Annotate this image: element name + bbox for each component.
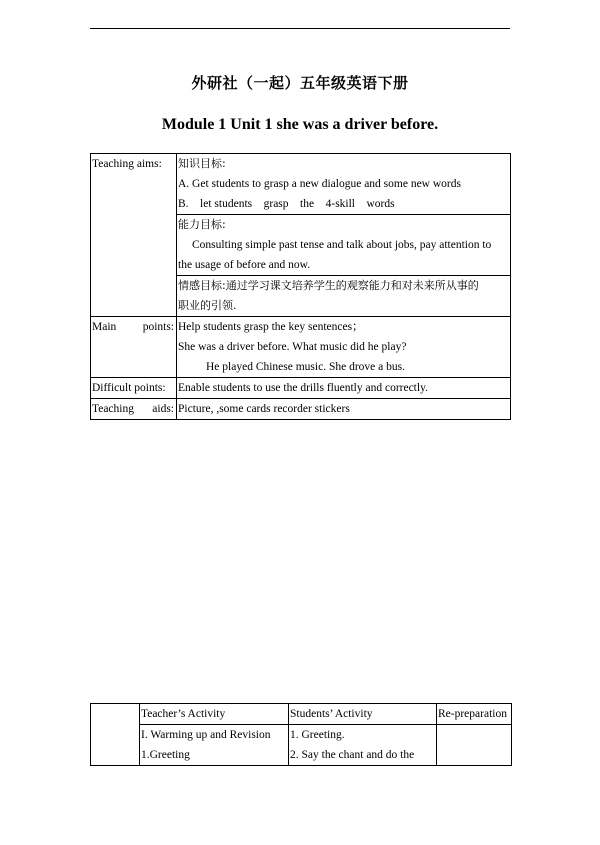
lesson-subtitle: Module 1 Unit 1 she was a driver before. (161, 116, 439, 133)
main-points-line-3: He played Chinese music. She drove a bus. (206, 361, 405, 373)
activity-blank-cell (91, 704, 140, 766)
student-line-1: 1. Greeting. (290, 729, 345, 741)
ability-aims-cell (177, 215, 511, 276)
ability-line-1: Consulting simple past tense and talk about jobs, pay attention to (192, 239, 492, 251)
re-preparation-header: Re-preparation (437, 704, 512, 725)
header-rule (90, 28, 510, 29)
teacher-activity-header: Teacher’s Activity (140, 704, 289, 725)
table-row (91, 154, 511, 215)
table-row (91, 399, 511, 420)
main-points-label: Main points: (91, 317, 177, 378)
table-row (91, 725, 512, 766)
teacher-line-2: 1.Greeting (141, 749, 190, 761)
knowledge-aim-b: B. let students grasp the 4-skill words (178, 198, 395, 210)
activity-table (90, 703, 512, 766)
main-points-line-1: Help students grasp the key sentences； (178, 321, 364, 333)
knowledge-aims-cell (177, 154, 511, 215)
re-preparation-cell (437, 725, 512, 766)
ability-line-2: the usage of before and now. (178, 259, 311, 271)
teaching-aims-label: Teaching aims: (91, 154, 177, 317)
table-row (91, 704, 512, 725)
teaching-aids-label: Teaching aids: (91, 399, 177, 420)
lesson-plan-table (90, 153, 511, 420)
difficult-points-text: Enable students to use the drills fluently and correctly. (177, 378, 511, 399)
ability-heading: 能力目标: (178, 218, 226, 231)
emotion-line-2: 职业的引领. (178, 299, 237, 312)
emotion-line-1: 情感目标:通过学习课文培养学生的观察能力和对未来所从事的 (178, 279, 479, 292)
students-activity-cell (289, 725, 437, 766)
teacher-line-1: I. Warming up and Revision (141, 729, 271, 741)
students-activity-header: Students’ Activity (289, 704, 437, 725)
difficult-points-label: Difficult points: (91, 378, 177, 399)
document-title: 外研社（一起）五年级英语下册 (191, 74, 409, 92)
table-row (91, 317, 511, 378)
knowledge-aim-a: A. Get students to grasp a new dialogue and some new words (178, 178, 461, 190)
emotion-aims-cell (177, 276, 511, 317)
teaching-aids-text: Picture, ,some cards recorder stickers (177, 399, 511, 420)
student-line-2: 2. Say the chant and do the (290, 749, 415, 761)
knowledge-heading: 知识目标: (178, 157, 226, 170)
table-row (91, 378, 511, 399)
teacher-activity-cell (140, 725, 289, 766)
main-points-line-2: She was a driver before. What music did he play? (178, 341, 407, 353)
main-points-cell (177, 317, 511, 378)
